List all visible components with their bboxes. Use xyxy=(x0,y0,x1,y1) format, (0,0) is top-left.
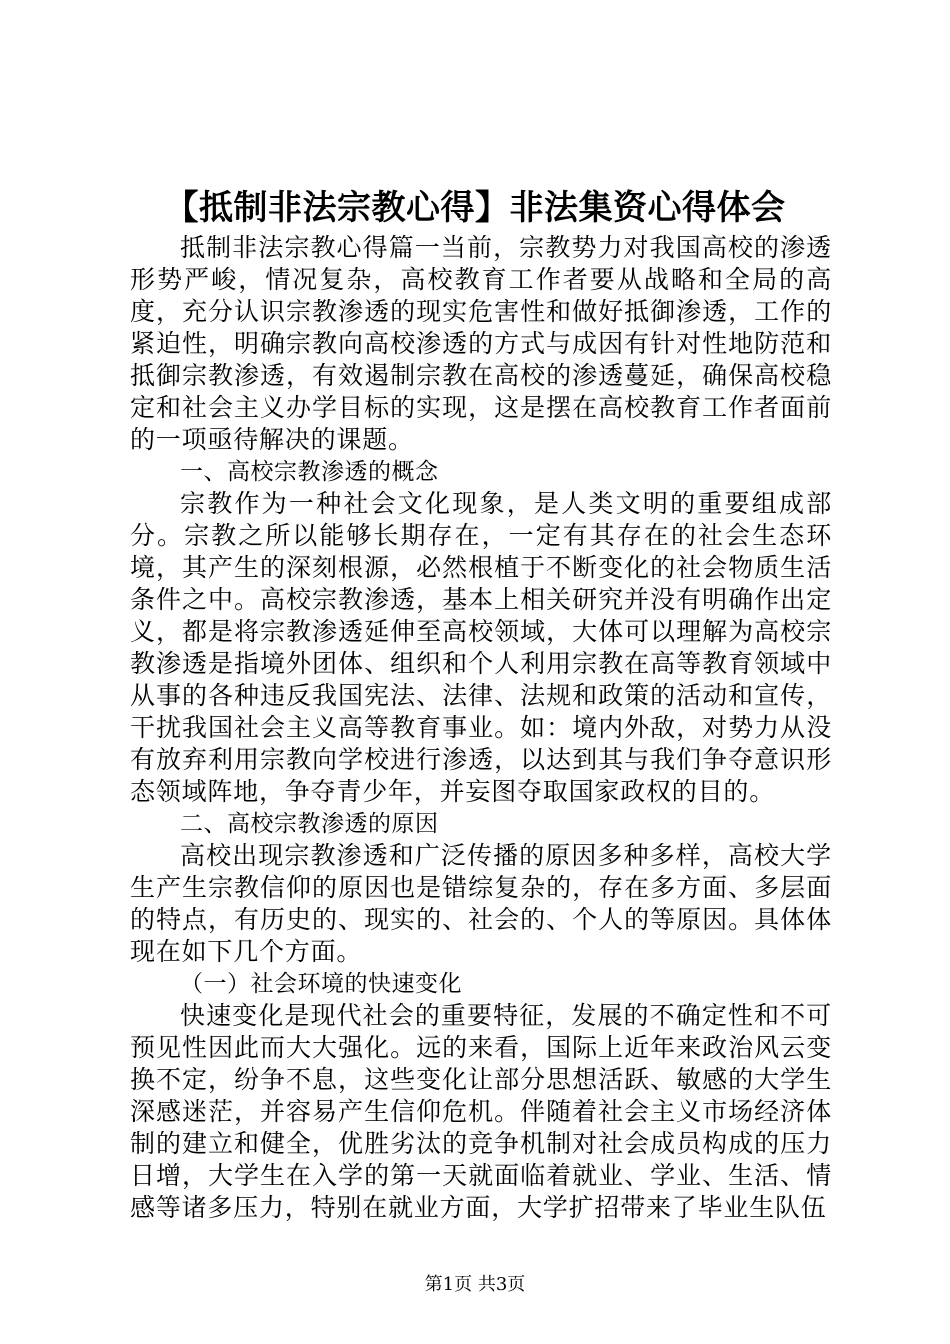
paragraph-intro: 抵制非法宗教心得篇一当前，宗教势力对我国高校的渗透形势严峻，情况复杂，高校教育工作者要从战略和全局的高度，充分认识宗教渗透的现实危害性和做好抵御渗透，工作的紧迫性，明确宗教向高校渗透的方式与成因有针对性地防范和抵御宗教渗透，有效遏制宗教在高校的渗透蔓延，确保高校稳定和社会主义办学目标的实现，这是摆在高校教育工作者面前的一项亟待解决的课题。 xyxy=(130,233,832,454)
paragraph-causes: 高校出现宗教渗透和广泛传播的原因多种多样，高校大学生产生宗教信仰的原因也是错综复杂的，存在多方面、多层面的特点，有历史的、现实的、社会的、个人的等原因。具体体现在如下几个方面。 xyxy=(130,841,832,966)
document-body xyxy=(130,232,832,1224)
page-footer: 第1页 共3页 xyxy=(424,1274,526,1295)
section-heading-concept: 一、高校宗教渗透的概念 xyxy=(180,459,439,485)
subsection-heading-social-change: （一）社会环境的快速变化 xyxy=(180,971,462,997)
section-heading-causes: 二、高校宗教渗透的原因 xyxy=(180,811,439,837)
paragraph-social-change: 快速变化是现代社会的重要特征，发展的不确定性和不可预见性因此而大大强化。远的来看，国际上近年来政治风云变换不定，纷争不息，这些变化让部分思想活跃、敏感的大学生深感迷茫，并容易产生信仰危机。伴随着社会主义市场经济体制的建立和健全，优胜劣汰的竞争机制对社会成员构成的压力日增，大学生在入学的第一天就面临着就业、学业、生活、情感等诸多压力，特别在就业方面，大学扩招带来了毕业生队伍 xyxy=(130,1001,832,1222)
document-title: 【抵制非法宗教心得】非法集资心得体会 xyxy=(164,188,786,228)
paragraph-concept: 宗教作为一种社会文化现象，是人类文明的重要组成部分。宗教之所以能够长期存在，一定有其存在的社会生态环境，其产生的深刻根源，必然根植于不断变化的社会物质生活条件之中。高校宗教渗透，基本上相关研究并没有明确作出定义，都是将宗教渗透延伸至高校领域，大体可以理解为高校宗教渗透是指境外团体、组织和个人利用宗教在高等教育领域中从事的各种违反我国宪法、法律、法规和政策的活动和宣传，干扰我国社会主义高等教育事业。如：境内外敌，对势力从没有放弃利用宗教向学校进行渗透，以达到其与我们争夺意识形态领域阵地，争夺青少年，并妄图夺取国家政权的目的。 xyxy=(130,489,832,806)
